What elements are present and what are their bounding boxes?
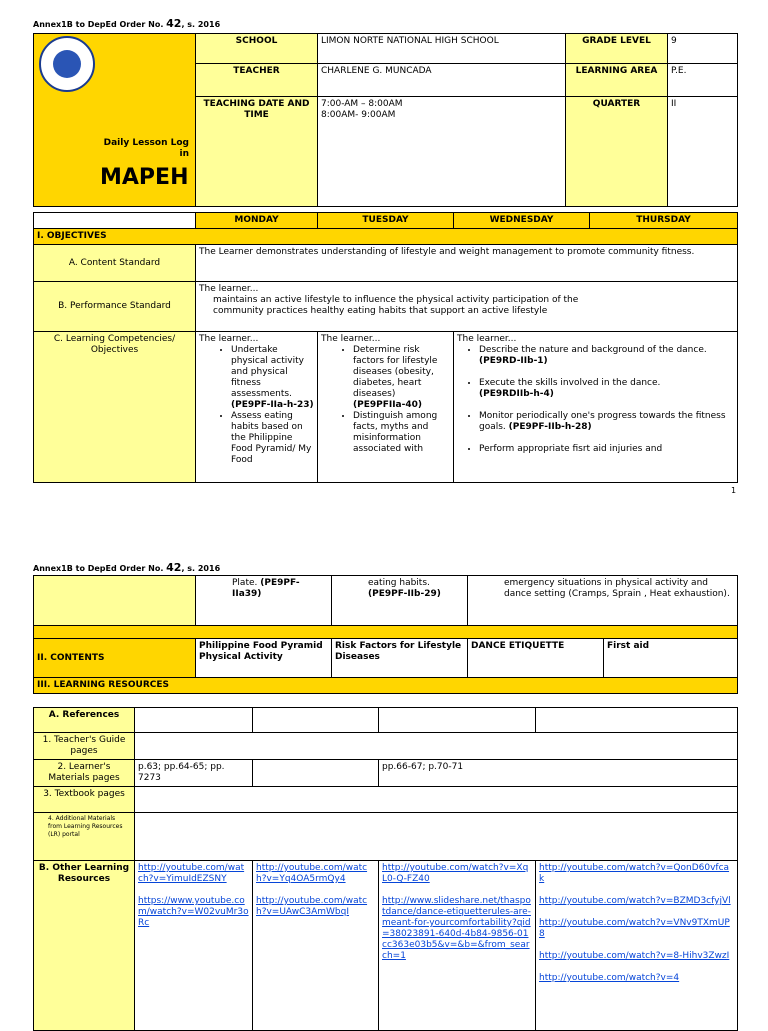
resource-link[interactable]: http://youtube.com/watch?v=UAwC3AmWbqI [256,896,368,917]
resource-link[interactable]: http://youtube.com/watch?v=BZMD3cfyjVl [539,896,731,906]
lc-code: (PE9PF-IIb-h-28) [508,422,592,432]
contents-table [33,575,738,694]
additional-materials-label: 4. Additional Materials from Learning Resources (LR) portal [34,813,135,861]
content-tuesday: Risk Factors for Lifestyle Diseases [332,639,468,678]
objectives-heading: I. OBJECTIVES [34,229,738,245]
day-wednesday: WEDNESDAY [454,213,590,229]
resource-link[interactable]: http://youtube.com/watch?v=4 [539,973,680,983]
perf-line-1: The learner... [199,284,259,294]
objectives-table [33,212,738,483]
lc-item: Assess eating habits based on the Philippine Food Pyramid/ My Food [231,411,312,465]
day-monday: MONDAY [196,213,318,229]
other-resources-label: B. Other Learning Resources [34,861,135,1031]
links-tuesday [253,861,379,1031]
lc-head: The learner... [321,334,381,344]
references-label: A. References [34,708,135,733]
resource-link[interactable]: http://youtube.com/watch?v=QonD60vfcak [539,863,730,884]
content-wednesday: DANCE ETIQUETTE [468,639,604,678]
day-tuesday: TUESDAY [318,213,454,229]
lc-code: (PE9RD-IIb-1) [479,356,548,366]
school-value: LIMON NORTE NATIONAL HIGH SCHOOL [318,34,566,64]
competencies-tuesday [318,332,454,483]
annex-header-2: Annex1B to DepEd Order No. 42, s. 2016 [33,561,221,574]
date-value-2: 8:00AM- 9:00AM [321,109,396,120]
tg-label: 1. Teacher's Guide pages [34,733,135,760]
lc-code: (PE9PFIIa-40) [353,400,423,410]
continued-monday [196,576,332,626]
contents-label: II. CONTENTS [34,639,196,678]
deped-seal-icon [39,36,95,92]
date-label: TEACHING DATE AND TIME [196,96,318,206]
continued-wednesday: emergency situations in physical activity and dance setting (Cramps, Sprain , Heat exhaustion). [468,576,738,626]
resource-link[interactable]: http://youtube.com/watch?v=8-Hihv3ZwzI [539,951,730,961]
day-thursday: THURSDAY [590,213,738,229]
area-value: P.E. [668,63,738,96]
lc-item: Execute the skills involved in the dance. [479,378,661,388]
date-value [318,96,566,206]
resource-link[interactable]: http://www.slideshare.net/thaspotdance/dance-etiquetterules-are-meant-for-yourcomfortability?qid=38023891-640d-4b84-9856-01cc363e03b5&v=&b=&from_search=1 [382,896,531,961]
grade-value: 9 [668,34,738,64]
teacher-label: TEACHER [196,63,318,96]
page-number: 1 [731,486,737,495]
continued-code: (PE9PF-IIa39) [232,578,300,599]
lm-monday: p.63; pp.64-65; pp. 7273 [135,760,253,787]
competencies-wednesday [454,332,738,483]
date-value-1: 7:00-AM – 8:00AM [321,98,403,109]
continued-text: Plate. [232,578,261,588]
lm-wednesday: pp.66-67; p.70-71 [379,760,738,787]
continued-text: eating habits. [368,578,430,588]
continued-tuesday [332,576,468,626]
lc-item: Determine risk factors for lifestyle diseases (obesity, diabetes, heart diseases) [353,345,438,399]
resource-link[interactable]: http://youtube.com/watch?v=XqL0-Q-FZ40 [382,863,529,884]
links-wednesday [379,861,536,1031]
lc-head: The learner... [457,334,517,344]
perf-line-3: community practices healthy eating habits that support an active lifestyle [213,306,548,316]
resources-heading: III. LEARNING RESOURCES [34,678,738,694]
performance-standard [196,282,738,332]
competencies-monday [196,332,318,483]
resource-link[interactable]: http://youtube.com/watch?v=YimuIdEZSNY [138,863,245,884]
continued-code: (PE9PF-IIb-29) [368,589,441,599]
resource-link[interactable]: https://www.youtube.com/watch?v=W02vuMr3oRc [138,896,249,928]
header-table [33,33,738,207]
lc-code: (PE9PF-IIa-h-23) [231,400,314,410]
lc-item: Describe the nature and background of the dance. [479,345,707,355]
area-label: LEARNING AREA [566,63,668,96]
content-thursday: First aid [604,639,738,678]
annex-header: Annex1B to DepEd Order No. 42, s. 2016 [33,17,221,30]
lc-item: Perform appropriate fisrt aid injuries and [479,444,663,454]
quarter-value: II [668,96,738,206]
lc-head: The learner... [199,334,259,344]
lc-item: Distinguish among facts, myths and misinformation associated with [353,411,438,454]
resources-table [33,707,738,1031]
lc-code: (PE9RDIIb-h-4) [479,389,554,399]
resource-link[interactable]: http://youtube.com/watch?v=VNv9TXmUP8 [539,918,730,939]
lm-label: 2. Learner's Materials pages [34,760,135,787]
links-thursday [536,861,738,1031]
school-label: SCHOOL [196,34,318,64]
textbook-label: 3. Textbook pages [34,787,135,813]
dll-label: Daily Lesson Log in [103,138,189,159]
grade-label: GRADE LEVEL [566,34,668,64]
content-standard-label: A. Content Standard [34,245,196,282]
content-standard: The Learner demonstrates understanding of lifestyle and weight management to promote community fitness. [196,245,738,282]
teacher-value: CHARLENE G. MUNCADA [318,63,566,96]
content-monday: Philippine Food Pyramid Physical Activity [196,639,332,678]
resource-link[interactable]: http://youtube.com/watch?v=Yq4OA5rmQy4 [256,863,368,884]
subject-title: MAPEH [100,165,189,190]
perf-line-2: maintains an active lifestyle to influence the physical activity participation of the [213,295,579,305]
dll-title-cell [34,34,196,207]
links-monday [135,861,253,1031]
performance-standard-label: B. Performance Standard [34,282,196,332]
lc-item: Monitor periodically one's progress towards the fitness goals. [479,411,726,432]
competencies-label: C. Learning Competencies/ Objectives [34,332,196,483]
lc-item: Undertake physical activity and physical fitness assessments. [231,345,304,399]
quarter-label: QUARTER [566,96,668,206]
